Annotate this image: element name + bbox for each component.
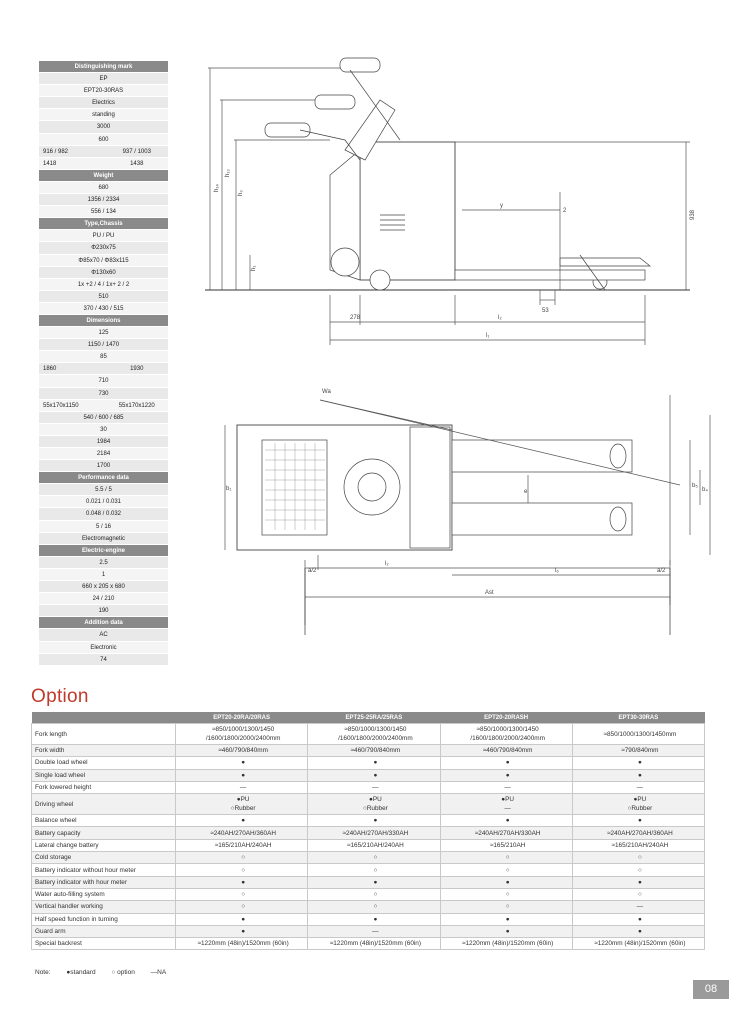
- spec-row: 5.5 / 5: [39, 484, 168, 496]
- note-na: —NA: [150, 969, 167, 976]
- spec-row: 1984: [39, 436, 168, 448]
- option-row-label: Half speed function in turning: [32, 913, 176, 925]
- spec-row: 510: [39, 291, 168, 303]
- option-cell: ●: [176, 769, 308, 781]
- option-cell: ●: [572, 757, 704, 769]
- page-number: 08: [693, 980, 729, 999]
- spec-row: PU / PU: [39, 230, 168, 242]
- option-cell: ≈240AH/270AH/330AH: [308, 827, 440, 839]
- option-cell: ●: [440, 757, 572, 769]
- option-cell: —: [572, 781, 704, 793]
- option-row-label: Water auto-filling system: [32, 888, 176, 900]
- dim-y: y: [500, 203, 503, 209]
- option-cell: ○: [308, 852, 440, 864]
- option-cell: ●: [176, 925, 308, 937]
- dim-a2-left: a/2: [308, 568, 317, 574]
- spec-value-left: 55x170x1150: [43, 402, 79, 409]
- option-cell: ○: [308, 864, 440, 876]
- spec-value-left: 1418: [43, 160, 57, 167]
- option-cell: ≈165/210AH/240AH: [572, 839, 704, 851]
- option-row: [32, 876, 705, 888]
- option-row-label: Lateral change battery: [32, 839, 176, 851]
- option-cell: ●PU —: [440, 794, 572, 815]
- option-cell: ●: [308, 913, 440, 925]
- dim-a2-right: a/2: [657, 568, 666, 574]
- option-cell: ≈850/1000/1300/1450 /1600/1800/2000/2400mm: [308, 724, 440, 745]
- dim-h13: h₁₃: [225, 169, 231, 177]
- spec-value-right: 1930: [130, 366, 144, 373]
- option-column-header: EPT20-20RA/20RAS: [176, 712, 308, 724]
- option-cell: ≈165/210AH: [440, 839, 572, 851]
- option-row-label: Battery indicator without hour meter: [32, 864, 176, 876]
- spec-row: 730: [39, 388, 168, 400]
- option-cell: ●: [572, 913, 704, 925]
- spec-row: EPT20-30RAS: [39, 85, 168, 97]
- spec-row: 1x +2 / 4 / 1x+ 2 / 2: [39, 279, 168, 291]
- spec-row: 1: [39, 569, 168, 581]
- option-cell: ○: [440, 864, 572, 876]
- option-cell: ●: [176, 913, 308, 925]
- spec-row: Electrics: [39, 97, 168, 109]
- option-cell: ○: [440, 901, 572, 913]
- option-cell: ●: [572, 876, 704, 888]
- option-cell: ●: [308, 876, 440, 888]
- option-cell: —: [308, 925, 440, 937]
- note-label: Note:: [35, 969, 51, 976]
- spec-section-header: Addition data: [39, 617, 168, 629]
- dim-h3: h₃: [238, 190, 244, 196]
- option-row: [32, 938, 705, 950]
- option-row-label: Guard arm: [32, 925, 176, 937]
- option-row: [32, 827, 705, 839]
- option-cell: ≈165/210AH/240AH: [308, 839, 440, 851]
- spec-row: 556 / 134: [39, 206, 168, 218]
- spec-row: 74: [39, 654, 168, 666]
- spec-row: 24 / 210: [39, 593, 168, 605]
- option-cell: ○: [308, 901, 440, 913]
- option-row: [32, 901, 705, 913]
- option-row: [32, 757, 705, 769]
- option-cell: —: [572, 901, 704, 913]
- option-column-header: EPT30-30RAS: [572, 712, 704, 724]
- dim-wa: Wa: [322, 389, 331, 395]
- option-cell: ●: [572, 925, 704, 937]
- option-cell: ●: [440, 913, 572, 925]
- option-cell: ●: [308, 815, 440, 827]
- dim-b1: b₁: [226, 486, 232, 492]
- spec-row: 600: [39, 134, 168, 146]
- option-row-label: Battery capacity: [32, 827, 176, 839]
- spec-row: EP: [39, 73, 168, 85]
- option-row: [32, 864, 705, 876]
- spec-row: AC: [39, 629, 168, 641]
- option-cell: ≈460/790/840mm: [176, 745, 308, 757]
- spec-row: standing: [39, 109, 168, 121]
- option-row: [32, 839, 705, 851]
- option-row: [32, 781, 705, 793]
- option-row-label: Fork width: [32, 745, 176, 757]
- spec-row: 2.5: [39, 557, 168, 569]
- spec-row: 710: [39, 375, 168, 387]
- option-cell: ●: [308, 757, 440, 769]
- option-cell: ≈1220mm (48in)/1520mm (60in): [572, 938, 704, 950]
- dim-ast: Ast: [485, 590, 494, 596]
- option-cell: ≈240AH/270AH/360AH: [572, 827, 704, 839]
- spec-row: 190: [39, 605, 168, 617]
- spec-row: 0.048 / 0.032: [39, 508, 168, 520]
- option-row-label: Vertical handler working: [32, 901, 176, 913]
- option-cell: ●: [440, 876, 572, 888]
- option-cell: ●PU ○Rubber: [572, 794, 704, 815]
- option-cell: ≈790/840mm: [572, 745, 704, 757]
- option-row-label: Battery indicator with hour meter: [32, 876, 176, 888]
- option-cell: ≈460/790/840mm: [308, 745, 440, 757]
- option-cell: ≈460/790/840mm: [440, 745, 572, 757]
- dim-h14: h₁₄: [214, 184, 220, 192]
- option-row-label: Fork length: [32, 724, 176, 745]
- option-row: [32, 745, 705, 757]
- dim-53: 53: [542, 308, 549, 314]
- option-cell: ●: [176, 815, 308, 827]
- option-table: [31, 712, 705, 950]
- option-cell: ≈240AH/270AH/330AH: [440, 827, 572, 839]
- spec-row: 1356 / 2334: [39, 194, 168, 206]
- spec-row: 85: [39, 351, 168, 363]
- spec-row: 0.021 / 0.031: [39, 496, 168, 508]
- spec-section-header: Electric-engine: [39, 545, 168, 557]
- option-cell: ○: [176, 888, 308, 900]
- option-cell: ●: [572, 769, 704, 781]
- spec-section-header: Type,Chassis: [39, 218, 168, 230]
- spec-row: 5 / 16: [39, 521, 168, 533]
- option-column-header: EPT20-20RASH: [440, 712, 572, 724]
- spec-section-header: Dimensions: [39, 315, 168, 327]
- spec-row: 370 / 430 / 515: [39, 303, 168, 315]
- spec-row: Φ130x60: [39, 267, 168, 279]
- spec-value-right: 937 / 1003: [122, 148, 151, 155]
- dim-l2: l₂: [498, 315, 502, 321]
- option-cell: ≈240AH/270AH/360AH: [176, 827, 308, 839]
- option-cell: ≈165/210AH/240AH: [176, 839, 308, 851]
- option-cell: ●: [176, 876, 308, 888]
- dim-h1: h₁: [251, 265, 257, 271]
- option-cell: ≈850/1000/1300/1450 /1600/1800/2000/2400mm: [176, 724, 308, 745]
- option-row: [32, 888, 705, 900]
- option-row-label: Fork lowered height: [32, 781, 176, 793]
- spec-row: 1150 / 1470: [39, 339, 168, 351]
- spec-row: 3000: [39, 121, 168, 133]
- option-cell: ≈1220mm (48in)/1520mm (60in): [308, 938, 440, 950]
- option-row: [32, 852, 705, 864]
- option-cell: ○: [572, 864, 704, 876]
- dim-l1: l₁: [486, 333, 490, 339]
- spec-row: 30: [39, 424, 168, 436]
- note-standard: ●standard: [66, 969, 96, 976]
- dim-b4: b₄: [702, 487, 708, 493]
- dim-938: 938: [690, 209, 696, 220]
- legend-note: [35, 969, 180, 976]
- spec-section-header: Weight: [39, 170, 168, 182]
- spec-section-header: Performance data: [39, 472, 168, 484]
- spec-value-left: 1860: [43, 366, 57, 373]
- option-cell: ○: [308, 888, 440, 900]
- option-column-header: EPT25-25RA/25RAS: [308, 712, 440, 724]
- note-option: ○ option: [111, 969, 135, 976]
- spec-value-right: 1438: [130, 160, 144, 167]
- option-cell: —: [440, 781, 572, 793]
- option-row: [32, 925, 705, 937]
- spec-row: 540 / 600 / 685: [39, 412, 168, 424]
- option-cell: ●: [308, 769, 440, 781]
- option-cell: —: [308, 781, 440, 793]
- option-row: [32, 913, 705, 925]
- spec-value-left: 916 / 982: [43, 148, 69, 155]
- spec-row: Electromagnetic: [39, 533, 168, 545]
- option-cell: ○: [176, 864, 308, 876]
- option-row-label: Cold storage: [32, 852, 176, 864]
- option-column-header: [32, 712, 176, 724]
- spec-value-right: 55x170x1220: [118, 402, 155, 409]
- option-cell: ○: [440, 852, 572, 864]
- option-row-label: Balance wheel: [32, 815, 176, 827]
- option-row-label: Special backrest: [32, 938, 176, 950]
- dim-l6: l₆: [555, 568, 559, 574]
- dim-278: 278: [350, 315, 361, 321]
- spec-row: Φ85x70 / Φ83x115: [39, 255, 168, 267]
- dim-e: e: [524, 489, 528, 495]
- option-row: [32, 769, 705, 781]
- option-title: Option: [31, 686, 89, 707]
- option-cell: ○: [176, 901, 308, 913]
- dim-b5: b₅: [692, 483, 698, 489]
- spec-row: 2184: [39, 448, 168, 460]
- option-cell: ●PU ○Rubber: [308, 794, 440, 815]
- spec-row: Φ230x75: [39, 242, 168, 254]
- option-table-header: [32, 712, 705, 724]
- dim-top-l2: l₂: [385, 561, 389, 567]
- spec-section-header: Distinguishing mark: [39, 61, 168, 73]
- option-cell: ●: [572, 815, 704, 827]
- side-view-drawing: [0, 0, 738, 380]
- option-cell: ●: [440, 925, 572, 937]
- option-cell: ○: [572, 888, 704, 900]
- option-row-label: Double load wheel: [32, 757, 176, 769]
- option-cell: ≈1220mm (48in)/1520mm (60in): [440, 938, 572, 950]
- option-row: [32, 724, 705, 745]
- option-cell: —: [176, 781, 308, 793]
- spec-row: 1700: [39, 460, 168, 472]
- option-cell: ≈850/1000/1300/1450mm: [572, 724, 704, 745]
- option-cell: ●: [440, 769, 572, 781]
- option-cell: ≈850/1000/1300/1450 /1600/1800/2000/2400mm: [440, 724, 572, 745]
- option-row: [32, 815, 705, 827]
- option-cell: ○: [440, 888, 572, 900]
- option-cell: ●: [440, 815, 572, 827]
- spec-row: 680: [39, 182, 168, 194]
- option-cell: ≈1220mm (48in)/1520mm (60in): [176, 938, 308, 950]
- spec-row: 125: [39, 327, 168, 339]
- spec-row: 660 x 205 x 680: [39, 581, 168, 593]
- option-row-label: Driving wheel: [32, 794, 176, 815]
- option-cell: ●: [176, 757, 308, 769]
- spec-row: Electronic: [39, 642, 168, 654]
- dim-d2: 2: [563, 208, 567, 214]
- option-row-label: Single load wheel: [32, 769, 176, 781]
- option-cell: ○: [572, 852, 704, 864]
- option-cell: ○: [176, 852, 308, 864]
- option-row: [32, 794, 705, 815]
- top-view-drawing: [0, 375, 738, 635]
- option-cell: ●PU ○Rubber: [176, 794, 308, 815]
